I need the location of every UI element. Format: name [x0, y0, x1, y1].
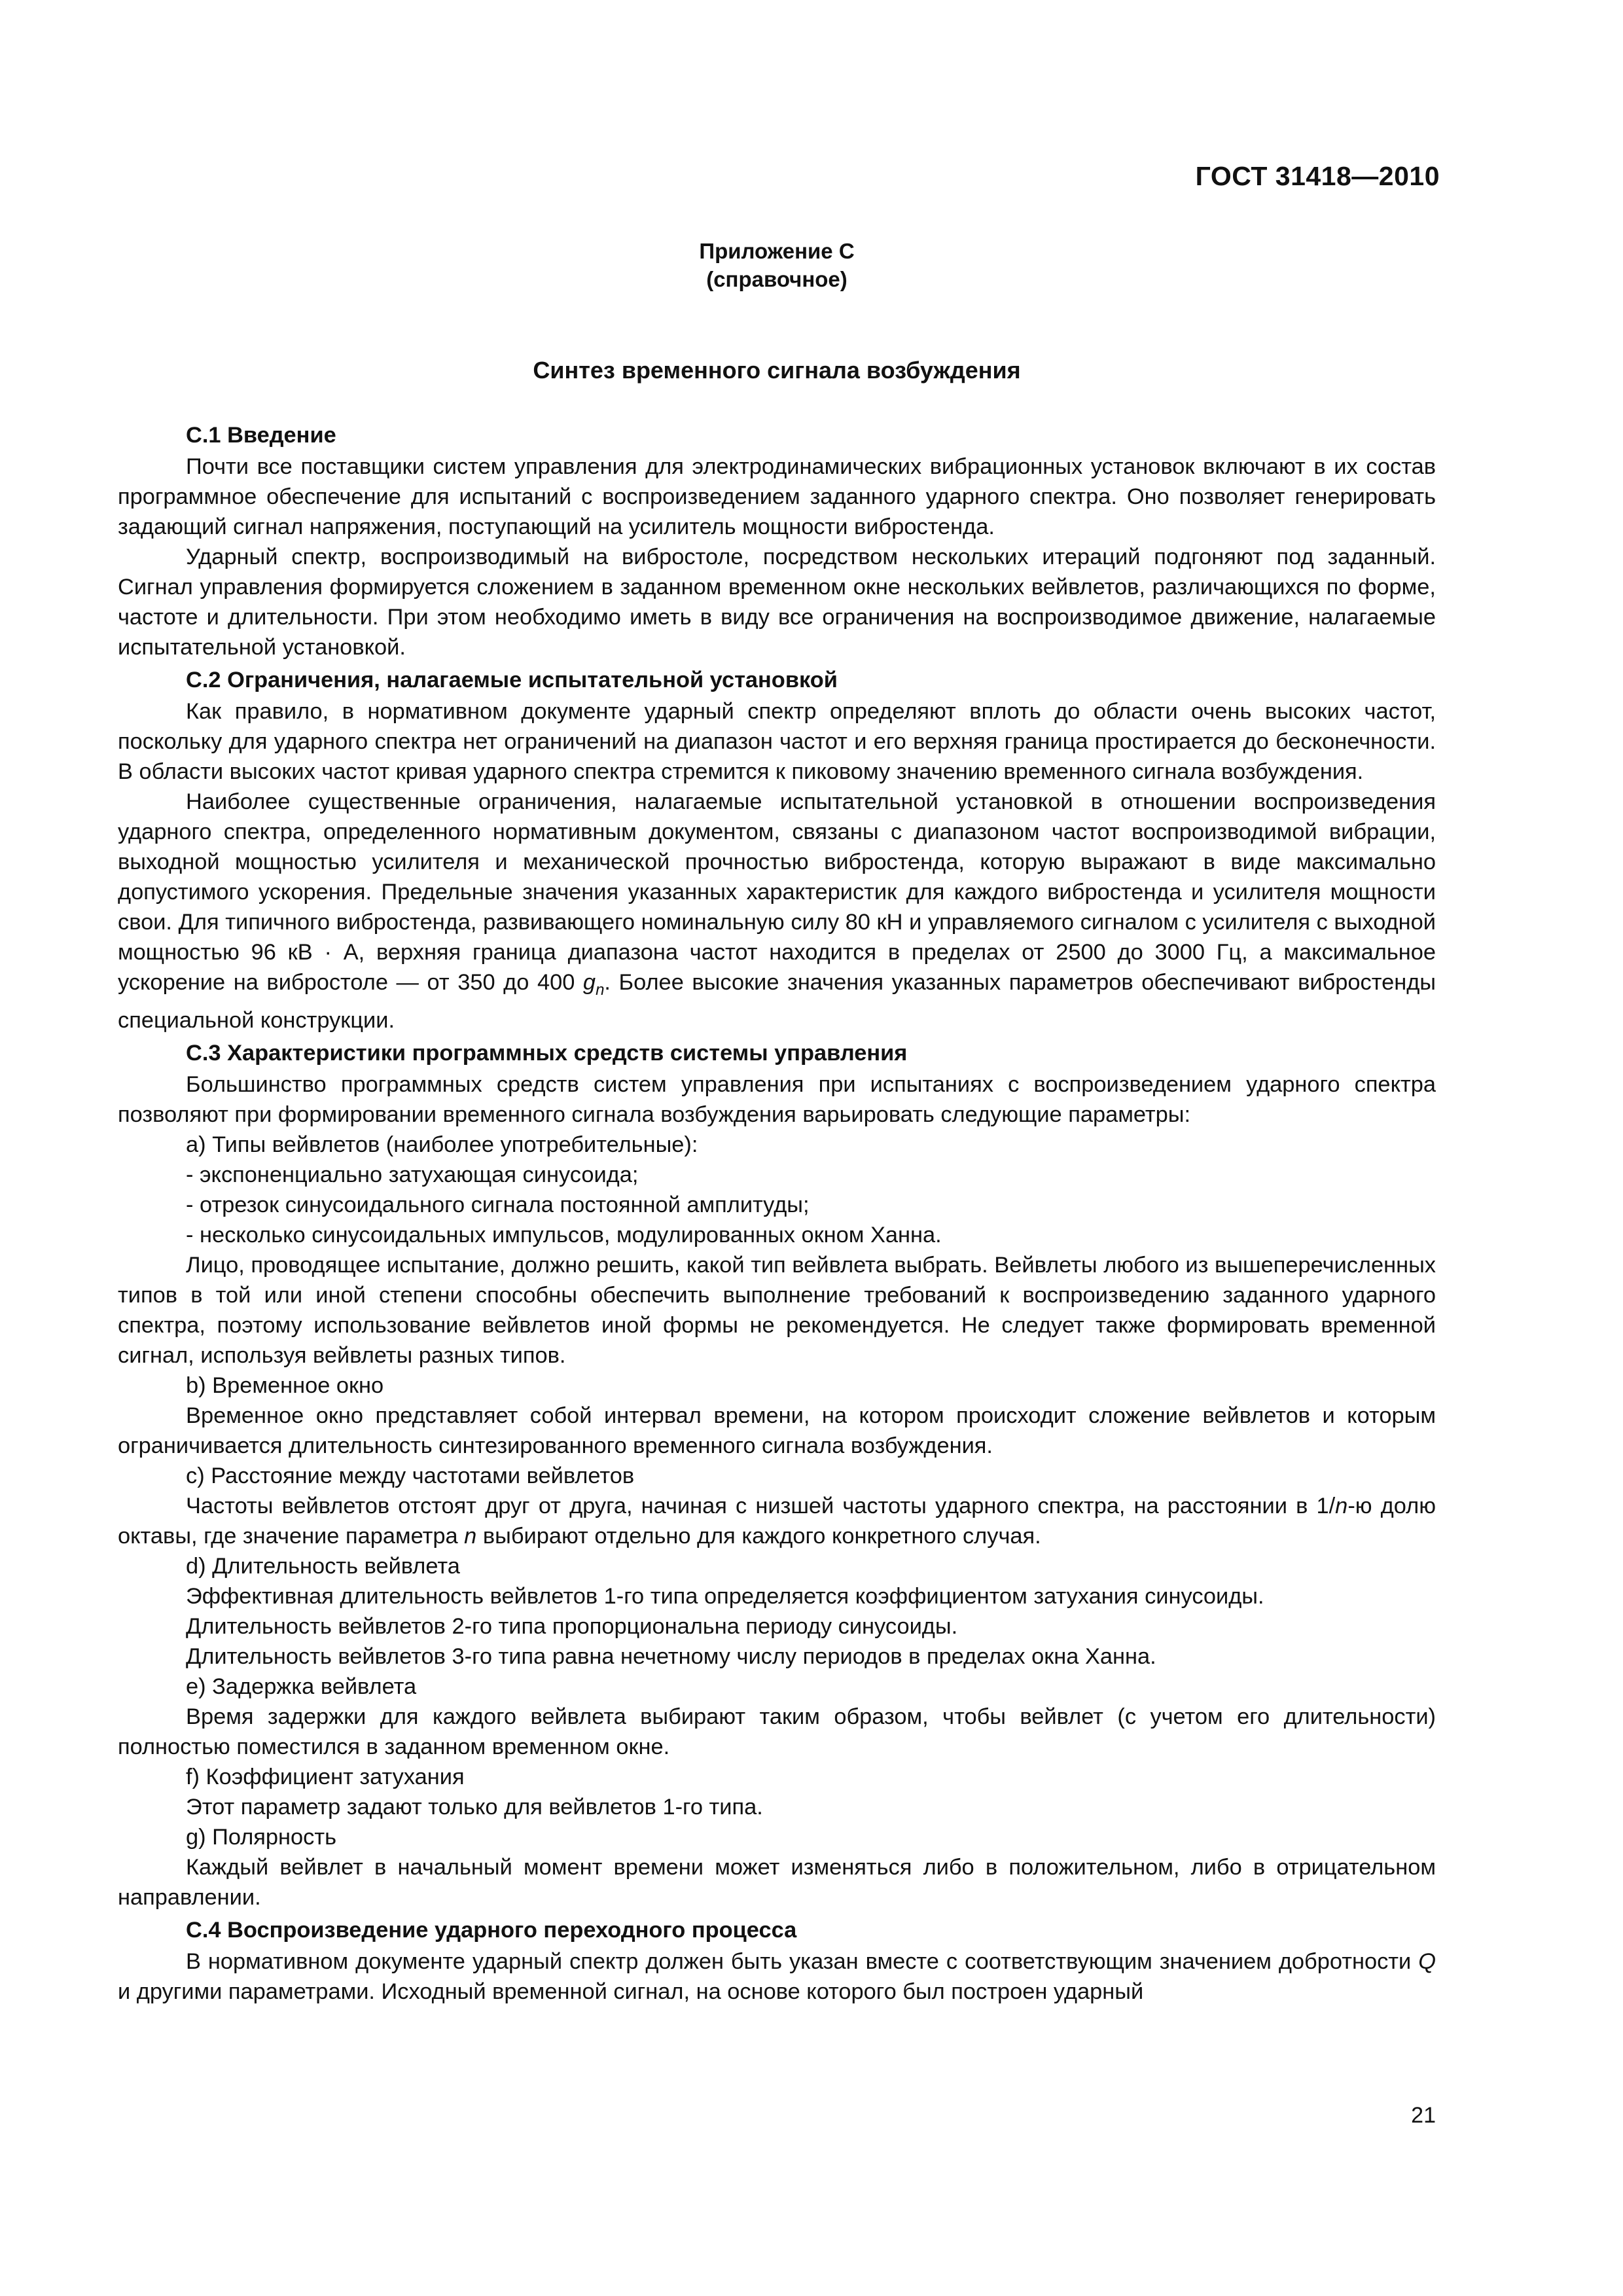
- paragraph: [118, 1946, 1436, 2007]
- paragraph: Ударный спектр, воспроизводимый на вибростоле, посредством нескольких итераций подгоняют под заданный. Сигнал управления формируется сложением в заданном временном окне нескольких вейвлетов, различающихся по форме, частоте и длительности. При этом необходимо иметь в виду все ограничения на воспроизводимое движение, налагаемые испытательной установкой.: [118, 545, 1436, 660]
- document-code: ГОСТ 31418—2010: [1195, 161, 1440, 191]
- text-run: . Более высокие значения указанных параметров обеспечивают вибростенды специальной конструкции.: [118, 970, 1436, 1033]
- section-heading-c1: С.1 Введение: [186, 423, 336, 448]
- list-label-d: d) Длительность вейвлета: [186, 1553, 460, 1579]
- list-item: - экспоненциально затухающая синусоида;: [186, 1162, 639, 1187]
- document-title: Синтез временного сигнала возбуждения: [533, 357, 1021, 384]
- list-label-e: e) Задержка вейвлета: [186, 1674, 417, 1699]
- paragraph: [118, 1491, 1436, 1551]
- paragraph: Как правило, в нормативном документе ударный спектр определяют вплоть до области очень высоких частот, поскольку для ударного спектра нет ограничений на диапазон частот и его верхняя граница простирается до бесконечности. В области высоких частот кривая ударного спектра стремится к пиковому значению временного сигнала возбуждения.: [118, 699, 1436, 784]
- list-item: - несколько синусоидальных импульсов, модулированных окном Ханна.: [186, 1222, 942, 1247]
- paragraph: Каждый вейвлет в начальный момент времени может изменяться либо в положительном, либо в отрицательном направлении.: [118, 1854, 1436, 1910]
- symbol-g: g: [582, 970, 596, 995]
- list-label-f: f) Коэффициент затухания: [186, 1764, 465, 1789]
- text-run: Наиболее существенные ограничения, налагаемые испытательной установкой в отношении воспроизведения ударного спектра, определенного нормативным документом, связаны с диапазоном частот воспроизводимой вибрации, выходной мощностью усилителя и механической прочностью вибростенда, которую выражают в виде максимально допустимого ускорения. Предельные значения указанных характеристик для каждого вибростенда и усилителя мощности свои. Для типичного вибростенда, развивающего номинальную силу 80 кН и управляемого сигналом с усилителя с выходной мощностью 96 кВ · А, верхняя граница диапазона частот находится в пределах от 2500 до 3000 Гц, а максимальное ускорение на вибростоле — от 350 до 400: [118, 789, 1436, 995]
- paragraph: Временное окно представляет собой интервал времени, на котором происходит сложение вейвлетов и которым ограничивается длительность синтезированного временного сигнала возбуждения.: [118, 1403, 1436, 1458]
- paragraph: Длительность вейвлетов 2-го типа пропорциональна периоду синусоиды.: [186, 1613, 958, 1639]
- annex-header: [0, 237, 1554, 293]
- paragraph: Время задержки для каждого вейвлета выбирают таким образом, чтобы вейвлет (с учетом его длительности) полностью поместился в заданном временном окне.: [118, 1704, 1436, 1759]
- symbol-n: n: [464, 1523, 477, 1549]
- section-heading-c4: С.4 Воспроизведение ударного переходного процесса: [186, 1917, 797, 1943]
- paragraph: Этот параметр задают только для вейвлетов 1-го типа.: [186, 1794, 763, 1820]
- text-run: Частоты вейвлетов отстоят друг от друга, начиная с низшей частоты ударного спектра, на расстоянии в 1/: [186, 1493, 1336, 1518]
- annex-status: (справочное): [706, 267, 847, 291]
- section-heading-c2: С.2 Ограничения, налагаемые испытательной установкой: [186, 668, 838, 692]
- text-run: -ю долю октавы, где значение параметра: [118, 1493, 1436, 1549]
- page-number: 21: [1411, 2103, 1436, 2128]
- paragraph: Почти все поставщики систем управления для электродинамических вибрационных установок включают в их состав программное обеспечение для испытаний с воспроизведением заданного ударного спектра. Оно позволяет генерировать задающий сигнал напряжения, поступающий на усилитель мощности вибростенда.: [118, 454, 1436, 539]
- subscript-n: n: [596, 980, 605, 999]
- symbol-q: Q: [1418, 1948, 1436, 1974]
- document-body: [118, 418, 1436, 2007]
- text-run: выбирают отдельно для каждого конкретного случая.: [476, 1523, 1041, 1549]
- paragraph: [118, 787, 1436, 1035]
- annex-title: Приложение С: [699, 239, 855, 263]
- list-label-g: g) Полярность: [186, 1824, 337, 1850]
- paragraph: Лицо, проводящее испытание, должно решить, какой тип вейвлета выбрать. Вейвлеты любого из вышеперечисленных типов в той или иной степени способны обеспечить выполнение требований к воспроизведению заданного ударного спектра, поэтому использование вейвлетов иной формы не рекомендуется. Не следует также формировать временной сигнал, используя вейвлеты разных типов.: [118, 1252, 1436, 1368]
- symbol-n: n: [1335, 1493, 1348, 1518]
- list-label-a: a) Типы вейвлетов (наиболее употребительные):: [186, 1132, 698, 1157]
- text-run: и другими параметрами. Исходный временной сигнал, на основе которого был построен ударный: [118, 1979, 1144, 2004]
- paragraph: Большинство программных средств систем управления при испытаниях с воспроизведением ударного спектра позволяют при формировании временного сигнала возбуждения варьировать следующие параметры:: [118, 1071, 1436, 1127]
- paragraph: Длительность вейвлетов 3-го типа равна нечетному числу периодов в пределах окна Ханна.: [186, 1643, 1156, 1669]
- list-label-b: b) Временное окно: [186, 1372, 384, 1398]
- text-run: В нормативном документе ударный спектр должен быть указан вместе с соответствующим значением добротности: [186, 1948, 1419, 1974]
- list-item: - отрезок синусоидального сигнала постоянной амплитуды;: [186, 1192, 810, 1217]
- section-heading-c3: С.3 Характеристики программных средств системы управления: [186, 1040, 908, 1066]
- list-label-c: c) Расстояние между частотами вейвлетов: [186, 1463, 635, 1488]
- paragraph: Эффективная длительность вейвлетов 1-го типа определяется коэффициентом затухания синусоиды.: [186, 1583, 1264, 1609]
